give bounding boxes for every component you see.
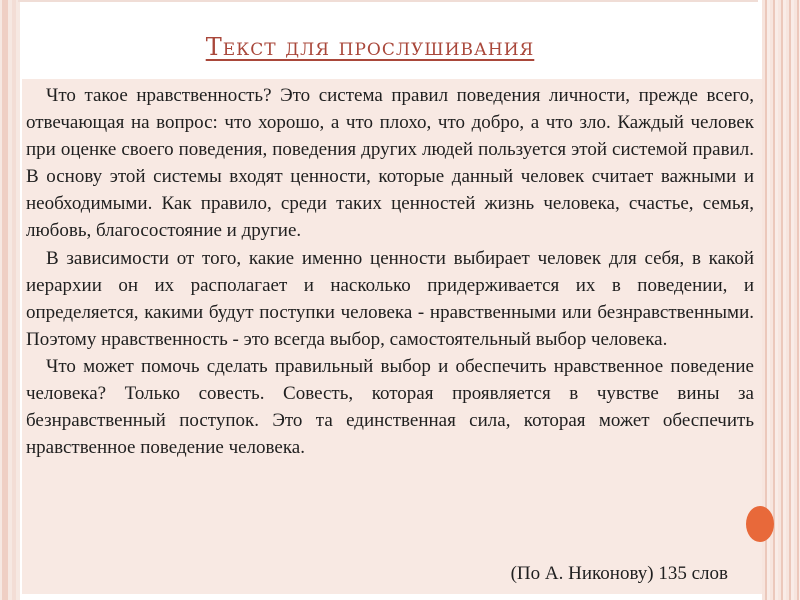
source-attribution: (По А. Никонову) 135 слов [510,563,728,584]
left-decorative-border [0,0,20,600]
body-text [26,82,754,461]
paragraph-3: Что может помочь сделать правильный выбор и обеспечить нравственное поведение человека? Только совесть. Совесть, которая проявляется в чувстве вины за безнравственный поступок. Это та единственная сила, которая может обеспечить нравственное поведение человека. [26,355,754,459]
top-divider [18,0,758,2]
paragraph-1: Что такое нравственность? Это система правил поведения личности, прежде всего, отвечающая на вопрос: что хорошо, а что плохо, что добро, а что зло. Каждый человек при оценке своего поведения, поведения других людей пользуется этой системой правил. В основу этой системы входят ценности, которые данный человек считает важными и необходимыми. Как правило, среди таких ценностей жизнь человека, счастье, семья, любовь, благосостояние и другие. [26,85,754,242]
slide-title: Текст для прослушивания [205,33,535,61]
accent-circle [746,506,774,542]
paragraph-2: В зависимости от того, какие именно ценности выбирает человек для себя, в какой иерархии он их располагает и насколько придерживается их в поведении, и определяется, какими будут поступки человека - нравственными или безнравственными. Поэтому нравственность - это всегда выбор, самостоятельный выбор человека. [26,247,754,350]
